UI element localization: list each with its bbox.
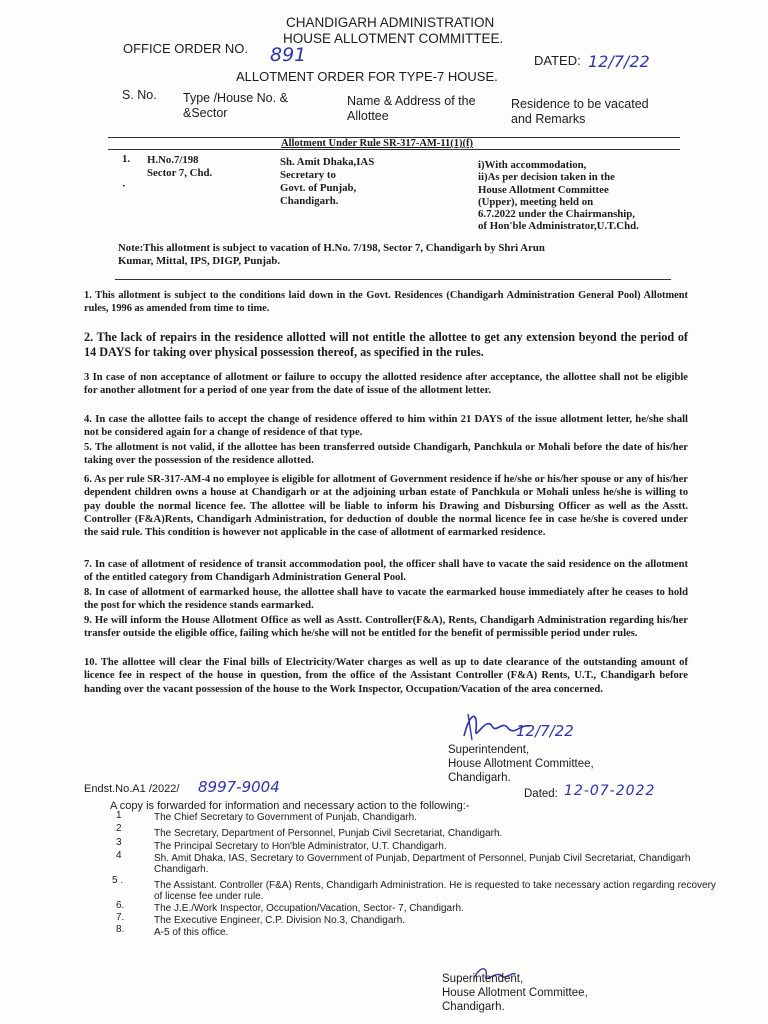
col-header-remarks: Residence to be vacated and Remarks (511, 97, 649, 126)
copy-recipient: The Chief Secretary to Government of Punjab, Chandigarh. (154, 812, 417, 823)
copy-recipient: Sh. Amit Dhaka, IAS, Secretary to Government of Punjab, Department of Personnel, Punjab Civil Secretariat, Chandigarh Chandigarh. (154, 853, 691, 875)
allotment-note (118, 242, 688, 268)
signature-committee: House Allotment Committee, (448, 758, 594, 770)
condition-5: 5. The allotment is not valid, if the allottee has been transferred outside Chandigarh, Panchkula or Mohali before the date of his/her taking over the possession of the residence allotted. (84, 442, 688, 467)
signature-title: Superintendent, (442, 973, 524, 985)
rule-caption: Allotment Under Rule SR-317-AM-11(1)(f) (281, 138, 473, 149)
order-subject: ALLOTMENT ORDER FOR TYPE-7 HOUSE. (236, 69, 498, 84)
signature-block-2 (442, 972, 588, 1014)
remarks-line: of Hon'ble Administrator,U.T.Chd. (478, 220, 639, 233)
endorsement-dated-value: 12-07-2022 (564, 783, 656, 799)
row-bullet: · (122, 180, 126, 192)
copy-recipient: The Assistant. Controller (F&A) Rents, Chandigarh Administration. He is requested to take necessary action regarding recovery of license fee under rule. (154, 880, 716, 902)
dated-label: DATED: (534, 53, 581, 68)
remarks-line: i)With accommodation, (478, 159, 587, 171)
note-line: Note:This allotment is subject to vacation of H.No. 7/198, Sector 7, Chandigarh by Shri Arun (118, 242, 545, 254)
allottee-line: Sh. Amit Dhaka,IAS (280, 156, 375, 168)
copy-number: 6. (116, 900, 125, 911)
house-line: H.No.7/198 (147, 154, 199, 166)
remarks-line: 6.7.2022 under the Chairmanship, (478, 208, 635, 221)
copy-number: 3 (116, 837, 122, 848)
endorsement-number: 8997-9004 (198, 778, 280, 796)
copy-recipient: The J.E./Work Inspector, Occupation/Vacation, Sector- 7, Chandigarh. (154, 903, 464, 914)
copy-number: 1 (116, 810, 122, 821)
allottee-line: Govt. of Punjab, (280, 182, 357, 194)
office-order-label: OFFICE ORDER NO. (123, 41, 248, 56)
allottee-line: Chandigarh. (280, 195, 339, 207)
col-header-allottee: Name & Address of the Allottee (347, 94, 476, 123)
allottee-line: Secretary to (280, 169, 336, 181)
remarks-line: (Upper), meeting held on (478, 195, 594, 208)
col-header-house: Type /House No. & &Sector (183, 91, 288, 120)
remarks-line: House Allotment Committee (478, 183, 609, 196)
caption-rule (108, 149, 680, 150)
admin-title: CHANDIGARH ADMINISTRATION (286, 15, 495, 30)
copy-recipient: The Secretary, Department of Personnel, Punjab Civil Secretariat, Chandigarh. (154, 828, 503, 839)
copy-number: 8. (116, 924, 125, 935)
house-line: Sector 7, Chd. (147, 167, 213, 179)
endorsement-intro: A copy is forwarded for information and necessary action to the following:- (110, 800, 470, 812)
dated-value: 12/7/22 (588, 52, 650, 71)
endorsement-label: Endst.No.A1 /2022/ (84, 783, 180, 795)
note-line: Kumar, Mittal, IPS, DIGP, Punjab. (118, 255, 281, 267)
condition-10: 10. The allottee will clear the Final bills of Electricity/Water charges as well as up to date clearance of the outstanding amount of licence fee in respect of the house in question, from the office of the Assistant Controller (F&A) Rents, U.T., Chandigarh before handing over the vacant possession of the house to the Work Inspector, Occupation/Vacation of the area concerned. (84, 657, 688, 695)
copy-recipient: A-5 of this office. (154, 927, 229, 938)
committee-title: HOUSE ALLOTMENT COMMITTEE. (283, 31, 504, 46)
row-allottee (280, 156, 374, 208)
condition-3: 3 In case of non acceptance of allotment or failure to occupy the allotted residence after acceptance, the allottee shall not be eligible for another allotment for a period of one year from the date of issue of the allotment letter. (84, 372, 688, 397)
signature-place: Chandigarh. (442, 1001, 505, 1013)
remarks-line: ii)As per decision taken in the (478, 171, 615, 184)
condition-7: 7. In case of allotment of residence of transit accommodation pool, the officer shall have to vacate the said residence on the allotment of the entitled category from Chandigarh Administration General Pool. (84, 559, 688, 584)
row-remarks (478, 159, 639, 233)
condition-8: 8. In case of allotment of earmarked house, the allottee shall have to vacate the earmarked house immediately after he ceases to hold the post for which the residence stands earmarked. (84, 587, 688, 612)
signature-1-date: 12/7/22 (516, 722, 574, 740)
signature-title: Superintendent, (448, 744, 530, 756)
row-sno: 1. (122, 153, 131, 165)
condition-9: 9. He will inform the House Allotment Office as well as Asstt. Controller(F&A), Rents, Chandigarh Administration regarding his/her transfer outside the eligible office, failing which he/she will not be entitled for the benefit of permissible period under rules. (84, 615, 688, 640)
signature-committee: House Allotment Committee, (442, 987, 588, 999)
copy-number: 7. (116, 912, 125, 923)
signature-place: Chandigarh. (448, 772, 511, 784)
copy-number: 5 . (112, 875, 124, 886)
condition-1: 1. This allotment is subject to the conditions laid down in the Govt. Residences (Chandigarh Administration General Pool) Allotment rules, 1996 as amended from time to time. (84, 290, 688, 315)
copy-recipient: The Principal Secretary to Hon'ble Administrator, U.T. Chandigarh. (154, 841, 447, 852)
endorsement-dated-label: Dated: (524, 788, 558, 800)
copy-number: 2 (116, 823, 122, 834)
office-order-number: 891 (270, 44, 307, 66)
copy-number: 4 (116, 850, 122, 861)
copy-recipient: The Executive Engineer, C.P. Division No.3, Chandigarh. (154, 915, 406, 926)
row-house (147, 154, 212, 180)
signature-block-1 (448, 743, 594, 785)
col-header-sno: S. No. (122, 88, 157, 102)
table-bottom-rule (115, 279, 671, 280)
condition-2: 2. The lack of repairs in the residence allotted will not entitle the allottee to get any extension beyond the period of 14 DAYS for taking over physical possession thereof, as specified in the rules. (84, 330, 688, 359)
condition-4: 4. In case the allottee fails to accept the change of residence offered to him within 21 DAYS of the issue allotment letter, he/she shall not be considered again for a change of residence of that type. (84, 414, 688, 439)
condition-6: 6. As per rule SR-317-AM-4 no employee is eligible for allotment of Government residence if he/she or his/her spouse or any of his/her dependent children owns a house at Chandigarh or at the adjoining urban estate of Panchkula or Mohali unless he/she is willing to pay double the normal licence fee. The allottee will be liable to inform his Drawing and Disbursing Officer as well as the Asstt. Controller (F&A)Rents, Chandigarh Administration, for deduction of double the normal licence fee in case he/she is covered under the said rule. This condition is however not applicable in the case of allotment of earmarked residence. (84, 474, 688, 539)
